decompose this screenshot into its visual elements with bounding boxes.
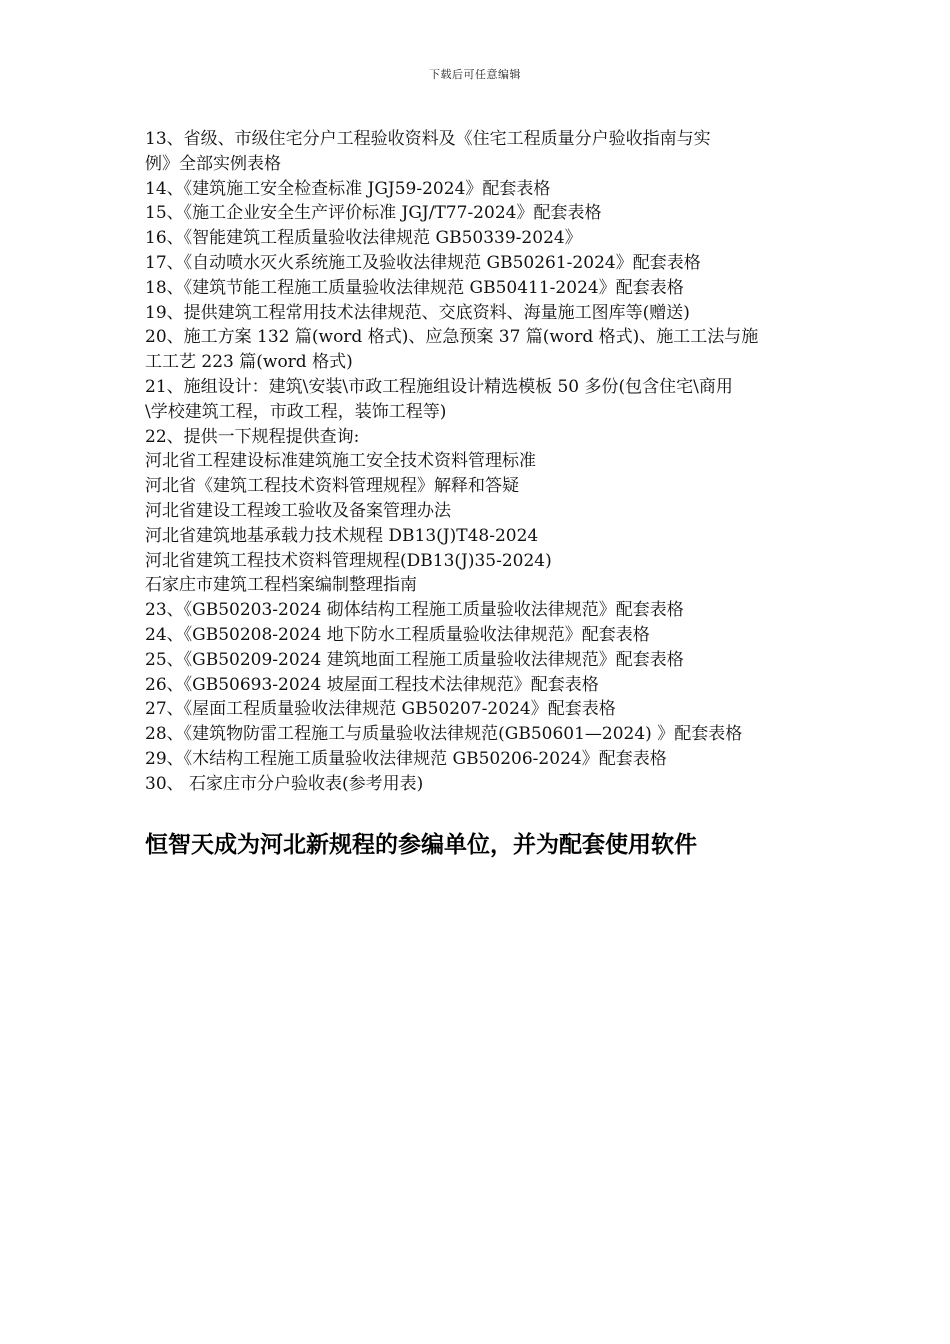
regulation-item: 河北省建筑地基承载力技术规程 DB13(J)T48-2024 bbox=[145, 525, 539, 546]
regulation-item: 河北省工程建设标准建筑施工安全技术资料管理标准 bbox=[145, 451, 536, 472]
list-item-24: 24、《GB50208-2024 地下防水工程质量验收法律规范》配套表格 bbox=[145, 624, 650, 645]
list-item-15: 15、《施工企业安全生产评价标准 JGJ/T77-2024》配套表格 bbox=[145, 203, 602, 224]
list-item-18: 18、《建筑节能工程施工质量验收法律规范 GB50411-2024》配套表格 bbox=[145, 277, 684, 298]
list-item-30: 30、 石家庄市分户验收表(参考用表) bbox=[145, 773, 424, 794]
list-item-13-line-2: 例》全部实例表格 bbox=[145, 153, 281, 174]
page-header: 下载后可任意编辑 bbox=[429, 68, 521, 81]
closing-statement: 恒智天成为河北新规程的参编单位，并为配套使用软件 bbox=[145, 832, 697, 858]
list-item-20-line-2: 工工艺 223 篇(word 格式) bbox=[145, 352, 353, 373]
list-item-13-line-1: 13、省级、市级住宅分户工程验收资料及《住宅工程质量分户验收指南与实 bbox=[145, 129, 711, 149]
list-item-19: 19、提供建筑工程常用技术法律规范、交底资料、海量施工图库等(赠送) bbox=[145, 302, 690, 323]
regulation-item: 石家庄市建筑工程档案编制整理指南 bbox=[145, 575, 417, 596]
list-item-26: 26、《GB50693-2024 坡屋面工程技术法律规范》配套表格 bbox=[145, 674, 599, 695]
list-item-22: 22、提供一下规程提供查询: bbox=[145, 426, 360, 447]
regulation-item: 河北省建筑工程技术资料管理规程(DB13(J)35-2024) bbox=[145, 550, 552, 571]
list-item-27: 27、《屋面工程质量验收法律规范 GB50207-2024》配套表格 bbox=[145, 699, 616, 720]
regulation-item: 河北省建设工程竣工验收及备案管理办法 bbox=[145, 500, 451, 521]
list-item-28: 28、《建筑物防雷工程施工与质量验收法律规范(GB50601—2024) 》配套表格 bbox=[145, 724, 743, 745]
list-item-16: 16、《智能建筑工程质量验收法律规范 GB50339-2024》 bbox=[145, 228, 582, 249]
list-item-21-line-1: 21、施组设计：建筑\安装\市政工程施组设计精选模板 50 多份(包含住宅\商用 bbox=[145, 376, 733, 397]
document-body bbox=[145, 127, 810, 797]
list-item-17: 17、《自动喷水灭火系统施工及验收法律规范 GB50261-2024》配套表格 bbox=[145, 252, 701, 273]
list-item-25: 25、《GB50209-2024 建筑地面工程施工质量验收法律规范》配套表格 bbox=[145, 649, 684, 670]
list-item-21-line-2: \学校建筑工程，市政工程，装饰工程等) bbox=[145, 401, 447, 422]
list-item-20-line-1: 20、施工方案 132 篇(word 格式)、应急预案 37 篇(word 格式)、施工工法与施 bbox=[145, 327, 759, 348]
list-item-29: 29、《木结构工程施工质量验收法律规范 GB50206-2024》配套表格 bbox=[145, 748, 667, 769]
list-item-14: 14、《建筑施工安全检查标准 JGJ59-2024》配套表格 bbox=[145, 178, 551, 199]
list-item-23: 23、《GB50203-2024 砌体结构工程施工质量验收法律规范》配套表格 bbox=[145, 600, 684, 621]
regulation-item: 河北省《建筑工程技术资料管理规程》解释和答疑 bbox=[145, 476, 519, 497]
